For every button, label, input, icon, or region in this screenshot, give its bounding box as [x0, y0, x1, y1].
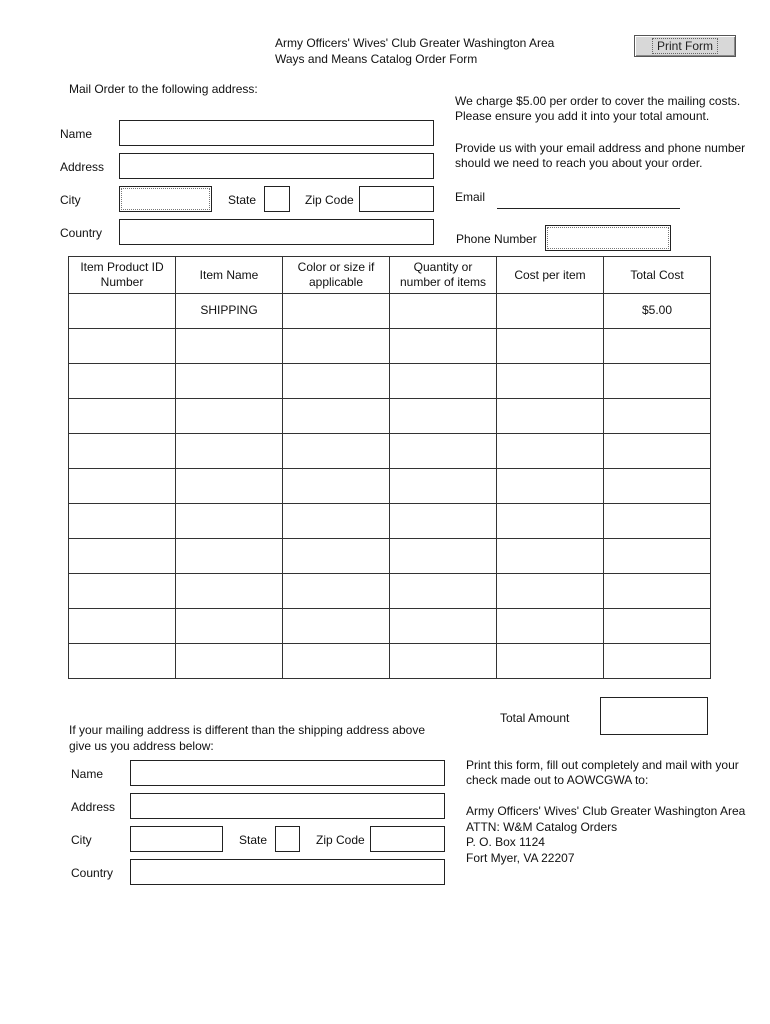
cell-cost-per-item[interactable]	[497, 364, 604, 399]
cell-product-id[interactable]	[69, 504, 176, 539]
city-label: City	[60, 193, 81, 207]
cell-quantity[interactable]	[390, 574, 497, 609]
cell-color-size[interactable]	[283, 399, 390, 434]
table-row	[69, 504, 711, 539]
table-row	[69, 469, 711, 504]
cell-item-name[interactable]: SHIPPING	[176, 294, 283, 329]
phone-input[interactable]	[545, 225, 671, 251]
cell-product-id[interactable]	[69, 434, 176, 469]
alt-zip-label: Zip Code	[316, 833, 365, 847]
country-input[interactable]	[119, 219, 434, 245]
alt-address-input[interactable]	[130, 793, 445, 819]
cell-color-size[interactable]	[283, 294, 390, 329]
cell-total-cost[interactable]	[604, 644, 711, 679]
cell-total-cost[interactable]	[604, 539, 711, 574]
alt-address-intro-line1: If your mailing address is different than the shipping address above	[69, 723, 425, 737]
cell-cost-per-item[interactable]	[497, 294, 604, 329]
state-label: State	[228, 193, 257, 207]
address-label: Address	[60, 160, 105, 174]
cell-color-size[interactable]	[283, 574, 390, 609]
contact-note-line2: should we need to reach you about your order.	[455, 156, 703, 170]
table-row	[69, 294, 711, 329]
header-product-id: Item Product ID Number	[69, 257, 176, 294]
cell-item-name[interactable]	[176, 399, 283, 434]
cell-cost-per-item[interactable]	[497, 539, 604, 574]
print-form-button[interactable]	[634, 35, 736, 57]
cell-color-size[interactable]	[283, 469, 390, 504]
header-cost-per-item: Cost per item	[497, 257, 604, 294]
cell-quantity[interactable]	[390, 644, 497, 679]
cell-item-name[interactable]	[176, 469, 283, 504]
cell-cost-per-item[interactable]	[497, 504, 604, 539]
header-quantity: Quantity or number of items	[390, 257, 497, 294]
state-input[interactable]	[264, 186, 290, 212]
cell-item-name[interactable]	[176, 329, 283, 364]
mailing-address-line1: Army Officers' Wives' Club Greater Washington Area	[466, 804, 746, 818]
cell-total-cost[interactable]	[604, 504, 711, 539]
contact-note-line1: Provide us with your email address and phone number	[455, 141, 746, 155]
cell-cost-per-item[interactable]	[497, 644, 604, 679]
cell-cost-per-item[interactable]	[497, 399, 604, 434]
mailing-address-line3: P. O. Box 1124	[466, 835, 545, 849]
alt-state-label: State	[239, 833, 268, 847]
form-title-line2: Ways and Means Catalog Order Form	[275, 52, 478, 66]
alt-country-label: Country	[71, 866, 114, 880]
table-row	[69, 644, 711, 679]
name-label: Name	[60, 127, 93, 141]
table-row	[69, 574, 711, 609]
cell-product-id[interactable]	[69, 644, 176, 679]
mailing-address-line2: ATTN: W&M Catalog Orders	[466, 820, 618, 834]
cell-total-cost[interactable]	[604, 609, 711, 644]
cell-cost-per-item[interactable]	[497, 469, 604, 504]
zip-label: Zip Code	[305, 193, 354, 207]
cell-total-cost[interactable]	[604, 329, 711, 364]
cell-product-id[interactable]	[69, 364, 176, 399]
header-color-size: Color or size if applicable	[283, 257, 390, 294]
cell-product-id[interactable]	[69, 539, 176, 574]
cell-quantity[interactable]	[390, 434, 497, 469]
total-amount-input[interactable]	[600, 697, 708, 735]
alt-address-intro-line2: give us you address below:	[69, 739, 214, 753]
table-row	[69, 364, 711, 399]
address-input[interactable]	[119, 153, 434, 179]
cell-total-cost[interactable]	[604, 399, 711, 434]
cell-color-size[interactable]	[283, 644, 390, 679]
print-form-button-label: Print Form	[652, 38, 718, 54]
cell-color-size[interactable]	[283, 364, 390, 399]
alt-address-label: Address	[71, 800, 116, 814]
cell-quantity[interactable]	[390, 364, 497, 399]
cell-quantity[interactable]	[390, 294, 497, 329]
cell-quantity[interactable]	[390, 609, 497, 644]
table-header-row	[69, 257, 711, 294]
order-items-table	[68, 256, 711, 679]
cell-item-name[interactable]	[176, 364, 283, 399]
table-row	[69, 329, 711, 364]
cell-product-id[interactable]	[69, 399, 176, 434]
cell-quantity[interactable]	[390, 329, 497, 364]
cell-color-size[interactable]	[283, 504, 390, 539]
cell-color-size[interactable]	[283, 539, 390, 574]
alt-city-label: City	[71, 833, 92, 847]
cell-cost-per-item[interactable]	[497, 609, 604, 644]
cell-item-name[interactable]	[176, 434, 283, 469]
alt-state-input[interactable]	[275, 826, 300, 852]
alt-city-input[interactable]	[130, 826, 223, 852]
cell-total-cost[interactable]	[604, 364, 711, 399]
cell-color-size[interactable]	[283, 434, 390, 469]
mail-instructions-line2: check made out to AOWCGWA to:	[466, 773, 649, 787]
cell-item-name[interactable]	[176, 539, 283, 574]
cell-product-id[interactable]	[69, 609, 176, 644]
cell-total-cost[interactable]	[604, 574, 711, 609]
cell-product-id[interactable]	[69, 469, 176, 504]
cell-quantity[interactable]	[390, 399, 497, 434]
city-input[interactable]	[119, 186, 212, 212]
cell-quantity[interactable]	[390, 539, 497, 574]
mail-order-heading: Mail Order to the following address:	[69, 82, 258, 96]
phone-label: Phone Number	[456, 232, 537, 246]
cell-cost-per-item[interactable]	[497, 574, 604, 609]
country-label: Country	[60, 226, 103, 240]
cell-color-size[interactable]	[283, 329, 390, 364]
alt-name-input[interactable]	[130, 760, 445, 786]
table-row	[69, 609, 711, 644]
cell-total-cost[interactable]	[604, 434, 711, 469]
header-total-cost: Total Cost	[604, 257, 711, 294]
header-item-name: Item Name	[176, 257, 283, 294]
shipping-note-line1: We charge $5.00 per order to cover the mailing costs.	[455, 94, 741, 108]
cell-product-id[interactable]	[69, 574, 176, 609]
alt-zip-input[interactable]	[370, 826, 445, 852]
zip-input[interactable]	[359, 186, 434, 212]
cell-product-id[interactable]	[69, 294, 176, 329]
cell-product-id[interactable]	[69, 329, 176, 364]
cell-quantity[interactable]	[390, 504, 497, 539]
cell-color-size[interactable]	[283, 609, 390, 644]
form-title-line1: Army Officers' Wives' Club Greater Washington Area	[275, 36, 555, 50]
cell-item-name[interactable]	[176, 644, 283, 679]
alt-name-label: Name	[71, 767, 104, 781]
mail-instructions-line1: Print this form, fill out completely and mail with your	[466, 758, 739, 772]
cell-item-name[interactable]	[176, 504, 283, 539]
cell-cost-per-item[interactable]	[497, 329, 604, 364]
alt-country-input[interactable]	[130, 859, 445, 885]
cell-total-cost[interactable]	[604, 469, 711, 504]
cell-quantity[interactable]	[390, 469, 497, 504]
mailing-address-line4: Fort Myer, VA 22207	[466, 851, 575, 865]
cell-cost-per-item[interactable]	[497, 434, 604, 469]
table-row	[69, 434, 711, 469]
email-label: Email	[455, 190, 486, 204]
cell-item-name[interactable]	[176, 574, 283, 609]
email-input[interactable]	[497, 198, 680, 209]
shipping-note-line2: Please ensure you add it into your total amount.	[455, 109, 710, 123]
table-row	[69, 539, 711, 574]
table-row	[69, 399, 711, 434]
cell-item-name[interactable]	[176, 609, 283, 644]
total-amount-label: Total Amount	[500, 711, 570, 725]
cell-total-cost[interactable]: $5.00	[604, 294, 711, 329]
name-input[interactable]	[119, 120, 434, 146]
